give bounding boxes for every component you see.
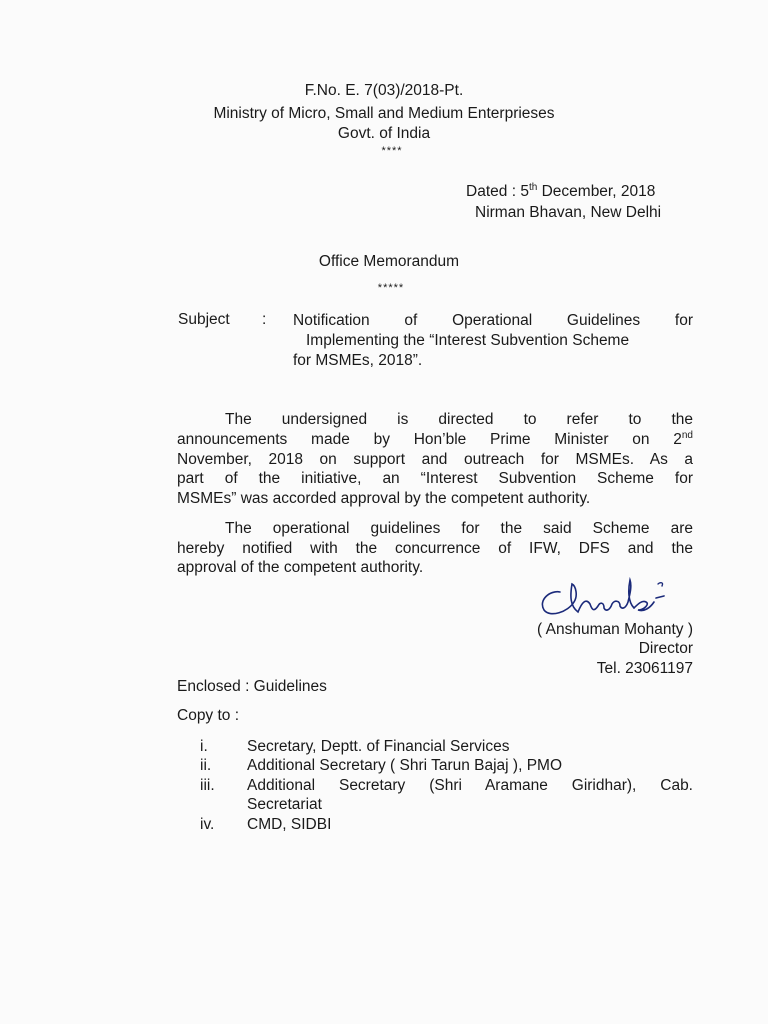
subject-line-3: for MSMEs, 2018”. — [293, 352, 423, 369]
dated-label: Dated — [466, 183, 508, 200]
para1-line-4: part of the initiative, an “Interest Subvention Scheme for — [177, 470, 693, 487]
enclosed-line: Enclosed : Guidelines — [177, 678, 327, 695]
para1-line-2 — [177, 431, 693, 449]
title-stars: ***** — [377, 282, 405, 294]
copy-item-text: Additional Secretary ( Shri Tarun Bajaj ), PMO — [247, 757, 563, 774]
copy-item-text: Secretary, Deptt. of Financial Services — [247, 738, 510, 755]
para1-line-5: MSMEs” was accorded approval by the competent authority. — [177, 490, 591, 507]
copy-item-num: iii. — [200, 777, 215, 794]
signature-image — [530, 572, 690, 622]
subject-colon: : — [262, 311, 267, 328]
para1-text-2: announcements made by Hon’ble Prime Minister on 2 — [177, 431, 682, 448]
signatory-designation: Director — [638, 640, 693, 657]
para1-text-1: The undersigned is directed to refer to the — [225, 411, 693, 428]
copy-item-num: iv. — [200, 816, 215, 833]
file-number: F.No. E. 7(03)/2018-Pt. — [304, 82, 464, 99]
para1-sup: nd — [681, 430, 693, 441]
dated-month-year: December, 2018 — [541, 183, 656, 200]
para2-line-2: hereby notified with the concurrence of IFW, DFS and the — [177, 540, 693, 557]
subject-label: Subject — [178, 311, 230, 328]
signatory-name: ( Anshuman Mohanty ) — [537, 621, 693, 638]
subject-line-1: Notification of Operational Guidelines for — [293, 312, 693, 329]
dated-place: Nirman Bhavan, New Delhi — [475, 204, 662, 221]
dated-colon: : — [511, 183, 516, 200]
copy-item-num: i. — [200, 738, 208, 755]
para2-line-3: approval of the competent authority. — [177, 559, 424, 576]
copy-item-num: ii. — [200, 757, 212, 774]
header-stars: **** — [381, 145, 403, 157]
ministry-name: Ministry of Micro, Small and Medium Enterprieses — [213, 105, 555, 122]
dated-day-suffix: th — [528, 182, 538, 193]
signatory-tel: Tel. 23061197 — [596, 660, 693, 677]
copy-item-text: CMD, SIDBI — [247, 816, 332, 833]
copy-item-text: Additional Secretary (Shri Aramane Giridhar), Cab. — [247, 777, 693, 794]
para2-line-1: The operational guidelines for the said Scheme are — [225, 520, 693, 537]
copy-item-text-cont: Secretariat — [247, 796, 322, 813]
dated-day: 5 — [520, 183, 529, 200]
para1-line-3: November, 2018 on support and outreach for MSMEs. As a — [177, 451, 693, 468]
subject-line-2: Implementing the “Interest Subvention Scheme — [306, 332, 630, 349]
para1-line-1 — [225, 411, 693, 429]
govt-name: Govt. of India — [337, 125, 431, 142]
memo-title: Office Memorandum — [318, 253, 460, 270]
copy-to-label: Copy to : — [177, 707, 240, 724]
dated-line — [466, 183, 655, 201]
